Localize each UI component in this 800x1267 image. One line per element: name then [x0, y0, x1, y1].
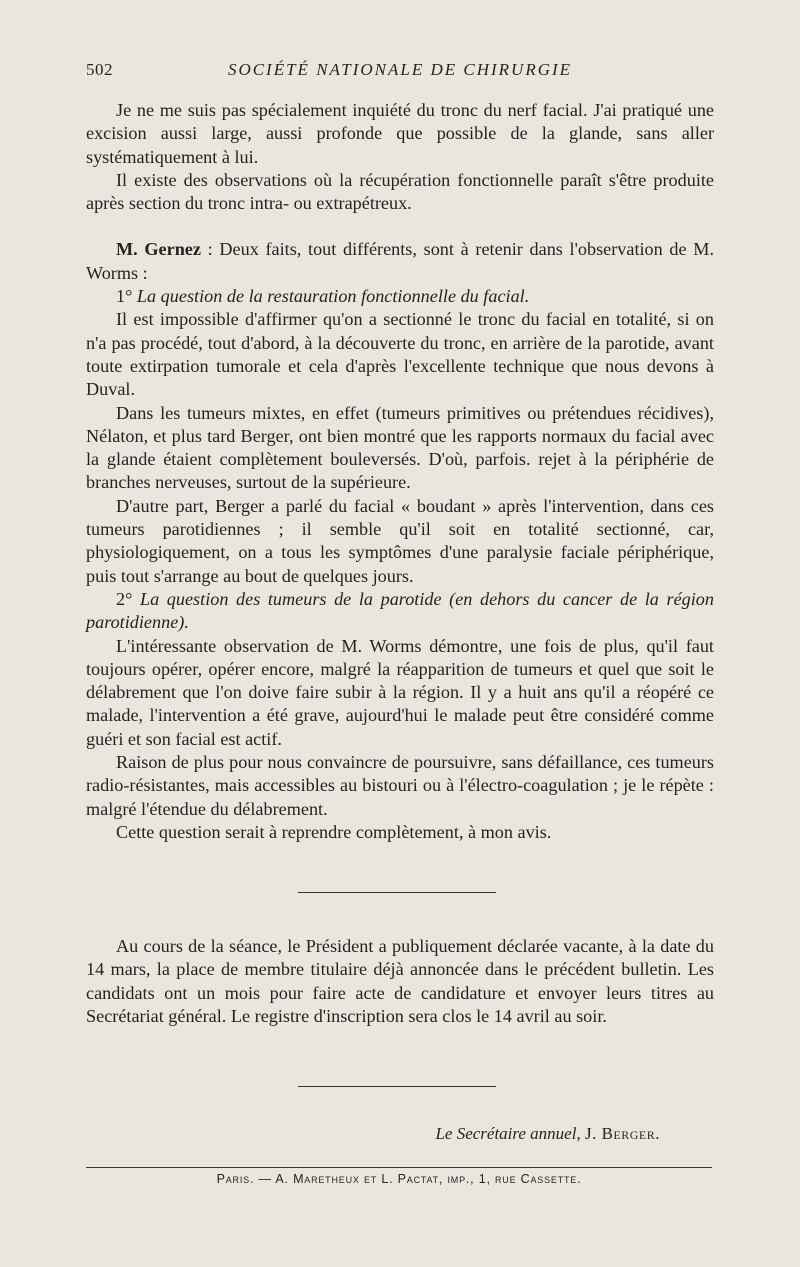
speaker-text: : Deux faits, tout différents, sont à retenir dans l'observation de M. Worms :: [86, 239, 715, 283]
announcement: [86, 935, 714, 1028]
section-number: 2°: [116, 588, 133, 609]
page-header: [86, 60, 714, 84]
paragraph: Il existe des observations où la récupération fonctionnelle paraît s'être produite après section du tronc intra- ou extrapétreux.: [86, 169, 714, 214]
paragraph: D'autre part, Berger a parlé du facial « boudant » après l'intervention, dans ces tumeurs parotidiennes ; il semble qu'il soit en totalité sectionné, car, physiologiquement, on a tous les symptômes d'une paralysie faciale périphérique, puis tout s'arrange au bout de quelques jours.: [86, 495, 714, 586]
section-title: La question de la restauration fonctionnelle du facial.: [136, 286, 530, 307]
signature-name: J. Berger.: [584, 1124, 660, 1143]
section-heading-2: [86, 588, 714, 635]
separator-rule: [298, 892, 496, 893]
paragraph: Il est impossible d'affirmer qu'on a sectionné le tronc du facial en totalité, si on n'a pas procédé, tout d'abord, à la découverte du tronc, en arrière de la parotide, avant toute extirpation tumorale et cela d'après l'excellente technique que nous devons à Duval.: [86, 309, 714, 400]
running-head: SOCIÉTÉ NATIONALE DE CHIRURGIE: [227, 60, 573, 79]
paragraph: L'intéressante observation de M. Worms démontre, une fois de plus, qu'il faut toujours opérer, opérer encore, malgré la réapparition de tumeurs et quel que soit le délabrement que l'on doive faire subir à la région. Il y a huit ans qu'il a réopéré ce malade, l'intervention a été grave, aujourd'hui le malade peut être considéré comme guéri et son facial est actif.: [86, 635, 714, 749]
announcement-text: Au cours de la séance, le Président a publiquement déclarée vacante, à la date du 14 mars, la place de membre titulaire déjà annoncée dans le précédent bulletin. Les candidats ont un mois pour faire acte de candidature et envoyer leurs titres au Secrétariat général. Le registre d'inscription sera clos le 14 avril au soir.: [86, 936, 714, 1026]
printer-imprint: Paris. — A. Maretheux et L. Pactat, imp., 1, rue Cassette.: [216, 1172, 582, 1186]
footer-rule: [86, 1167, 712, 1168]
speaker-paragraph: [86, 238, 714, 285]
paragraph: Raison de plus pour nous convaincre de poursuivre, sans défaillance, ces tumeurs radio-résistantes, mais accessibles au bistouri ou à l'électro-coagulation ; je le répète : malgré l'étendue du délabrement.: [86, 752, 714, 819]
speaker-name: M. Gernez: [116, 239, 201, 260]
separator-rule: [298, 1086, 496, 1087]
printer-footer: [86, 1172, 712, 1186]
section-number: 1°: [116, 286, 133, 307]
paragraph: Je ne me suis pas spécialement inquiété du tronc du nerf facial. J'ai pratiqué une excision aussi large, aussi profonde que possible de la glande, sans aller systématiquement à lui.: [86, 100, 714, 167]
signature: [435, 1124, 660, 1144]
paragraph: Cette question serait à reprendre complètement, à mon avis.: [116, 821, 552, 842]
main-text: [86, 99, 714, 844]
section-title: La question des tumeurs de la parotide (en dehors du cancer de la région parotidienne).: [86, 588, 714, 633]
paragraph: Dans les tumeurs mixtes, en effet (tumeurs primitives ou prétendues récidives), Nélaton, et plus tard Berger, ont bien montré que les rapports normaux du facial avec la glande étaient complètement bouleversés. D'où, parfois. rejet à la périphérie de branches nerveuses, surtout de la supérieure.: [86, 402, 714, 493]
signature-role: Le Secrétaire annuel,: [435, 1124, 581, 1143]
section-heading-1: [86, 285, 714, 308]
page-number: 502: [86, 60, 113, 79]
